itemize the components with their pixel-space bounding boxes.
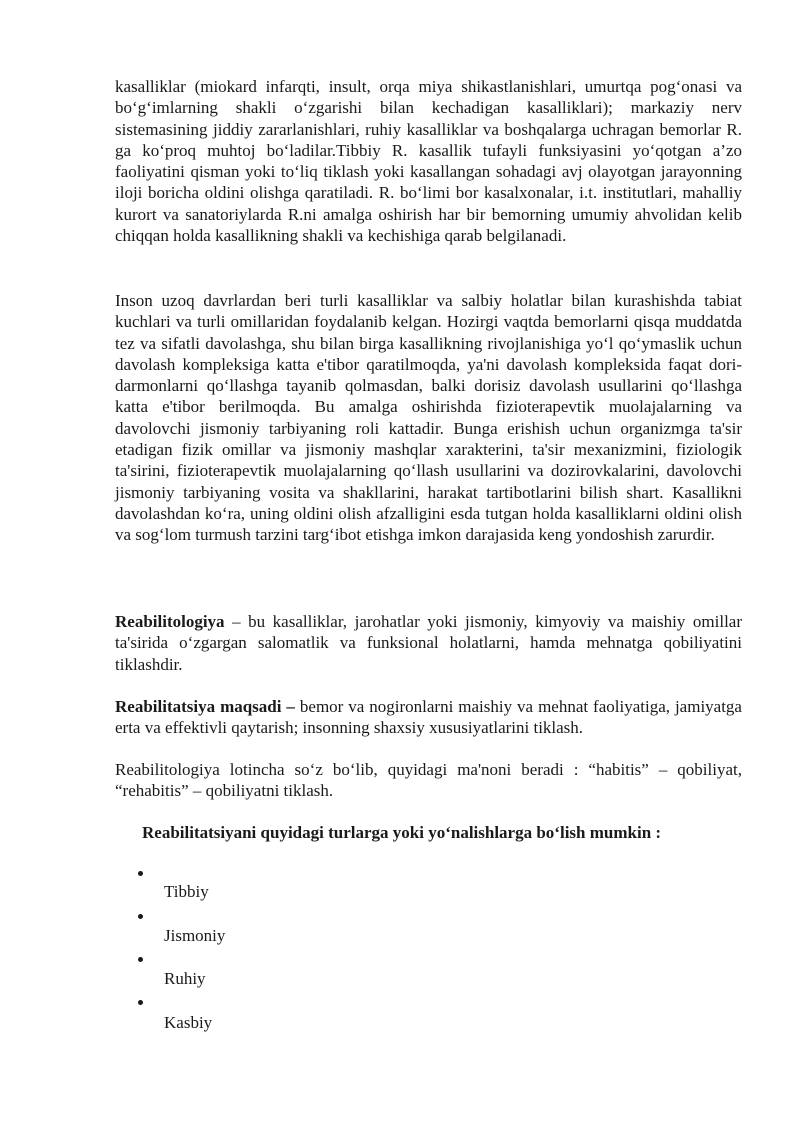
list-item: Jismoniy <box>164 926 226 945</box>
goal-text: bemor va nogironlarni maishiy va mehnat faoliyatiga, jamiyatga erta va effektivli qaytarish; insonning shaxsiy xususiyatlarini tiklash. <box>115 697 742 738</box>
paragraph-etymology: Reabilitologiya lotincha so‘z bo‘lib, quyidagi ma'noni beradi : “habitis” – qobiliyat, “rehabitis” – qobiliyatni tiklash. <box>115 760 742 801</box>
bullet-icon <box>138 914 143 919</box>
section-heading: Reabilitatsiyani quyidagi turlarga yoki yo‘nalishlarga bo‘lish mumkin : <box>142 823 662 842</box>
paragraph-definition <box>115 611 742 675</box>
bullet-icon <box>138 957 143 962</box>
goal-term: Reabilitatsiya maqsadi – <box>115 697 295 716</box>
bullet-icon <box>138 871 143 876</box>
paragraph-goal <box>115 696 742 739</box>
definition-text: – bu kasalliklar, jarohatlar yoki jismoniy, kimyoviy va maishiy omillar ta'sirida o‘zgargan salomatlik va funksional holatlarni, hamda mehnatga qobiliyatini tiklashdir. <box>115 612 742 674</box>
definition-term: Reabilitologiya <box>115 612 225 631</box>
paragraph-treatment-history: Inson uzoq davrlardan beri turli kasalliklar va salbiy holatlar bilan kurashishda tabiat kuchlari va turli omillaridan foydalanib kelgan. Hozirgi vaqtda bemorlarni qisqa muddatda tez va sifatli davolashga, shu bilan birga kasallikning rivojlanishiga yo‘l qo‘ymaslik uchun davolash kompleksiga katta e'tibor qaratilmoqda, ya'ni davolash kompleksida faqat dori-darmonlarni qo‘llashga tayanib qolmasdan, balki dorisiz davolash usullarini qo‘llashga katta e'tibor berilmoqda. Bu amalga oshirishda fizioterapevtik muolajalarning va davolovchi jismoniy tarbiyaning roli kattadir. Bunga erishish uchun organizmga ta'sir etadigan fizik omillar va jismoniy mashqlar xarakterini, ta'sir mexanizmini, fiziologik ta'sirini, fizioterapevtik muolajalarning qo‘llash usullarini va dozirovkalarini, davolovchi jismoniy tarbiyaning vosita va shakllarini, harakat tartibotlarini bilish shart. Kasallikni davolashdan ko‘ra, uning oldini olish afzalligini esda tutgan holda kasalliklarni oldini olish va sog‘lom turmush tarzini targ‘ibot etishga imkon darajasida keng yondoshish zarurdir. <box>115 291 742 545</box>
bullet-icon <box>138 1000 143 1005</box>
list-item: Ruhiy <box>164 969 206 988</box>
list-item: Kasbiy <box>164 1013 213 1032</box>
list-item: Tibbiy <box>164 882 209 901</box>
paragraph-rehabilitation-diseases: kasalliklar (miokard infarqti, insult, orqa miya shikastlanishlari, umurtqa pog‘onasi va bo‘g‘imlarning shakli o‘zgarishi bilan kechadigan kasalliklari); markaziy nerv sistemasining jiddiy zararlanishlari, ruhiy kasalliklar va boshqalarga uchragan bemorlar R. ga ko‘proq muhtoj bo‘ladilar.Tibbiy R. kasallik tufayli funksiyasini yo‘qotgan a’zo faoliyatini qisman yoki to‘liq tiklash yoki kasallangan sohadagi avj olayotgan jarayonning iloji boricha oldini olishga qaratiladi. R. bo‘limi bor kasalxonalar, i.t. institutlari, mahalliy kurort va sanatoriylarda R.ni amalga oshirish har bir bemorning umumiy ahvolidan kelib chiqqan holda kasallikning shakli va kechishiga qarab belgilanadi. <box>115 77 742 246</box>
